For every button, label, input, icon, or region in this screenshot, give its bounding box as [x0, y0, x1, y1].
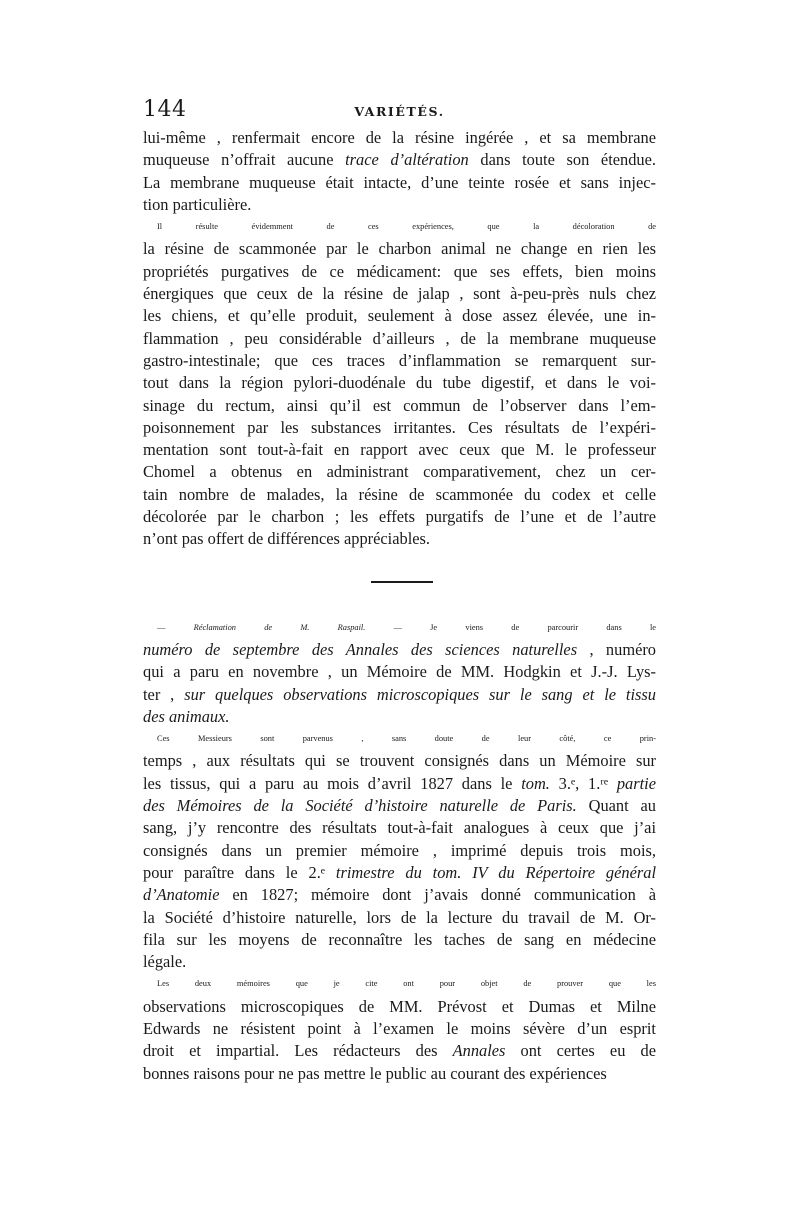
text-line: légale.: [143, 952, 187, 972]
paragraph-2: [143, 216, 656, 550]
text-line: numéro de septembre des Annales des sciences naturelles , numéro: [143, 639, 656, 659]
text-line: qui a paru en novembre , un Mémoire de MM. Hodgkin et J.-J. Lys-: [143, 662, 656, 682]
text-line: la résine de scammonée par le charbon animal ne change en rien les: [143, 239, 656, 259]
paragraph-5: [143, 973, 656, 1084]
italic-text: numéro de septembre des Annales des sciences naturelles: [143, 639, 578, 659]
text-line: ter , sur quelques observations microscopiques sur le sang et le tissu: [143, 684, 656, 704]
text-line: consignés dans un premier mémoire , imprimé depuis trois mois,: [143, 840, 656, 860]
text-line: énergiques que ceux de la résine de jalap , sont à-peu-près nuls chez: [143, 284, 656, 304]
section-divider-area: [143, 551, 656, 617]
section-title: VARIÉTÉS.: [354, 104, 445, 119]
text-line: poisonnement par les substances irritantes. Ces résultats de l’expéri-: [143, 417, 656, 437]
text-line: des Mémoires de la Société d’histoire naturelle de Paris. Quant au: [143, 796, 656, 816]
italic-text: Annales: [452, 1041, 506, 1061]
text-line: la Société d’histoire naturelle, lors de la lecture du travail de M. Or-: [143, 907, 656, 927]
text-line: bonnes raisons pour ne pas mettre le public au courant des expériences: [143, 1063, 607, 1083]
text-line: Ces Messieurs sont parvenus , sans doute de leur côté, ce prin-: [157, 734, 656, 744]
text-line: Il résulte évidemment de ces expériences, que la décoloration de: [157, 222, 656, 232]
italic-text: tom.: [521, 773, 550, 793]
text-line: tain nombre de malades, la résine de scammonée du codex et celle: [143, 484, 656, 504]
text-line: droit et impartial. Les rédacteurs des Annales ont certes eu de: [143, 1041, 656, 1061]
text-line: muqueuse n’offrait aucune trace d’altération dans toute son étendue.: [143, 150, 656, 170]
italic-text: des animaux.: [143, 706, 230, 726]
text-line: propriétés purgatives de ce médicament: que ses effets, bien moins: [143, 261, 656, 281]
text-line: sinage du rectum, ainsi qu’il est commun de l’observer dans l’em-: [143, 395, 656, 415]
text-line: les tissus, qui a paru au mois d’avril 1827 dans le tom. 3.ᵉ, 1.ʳᵉ partie: [143, 773, 656, 793]
text-line: décolorée par le charbon ; les effets purgatifs de l’une et de l’autre: [143, 507, 656, 527]
text-line: d’Anatomie en 1827; mémoire dont j’avais donné communication à: [143, 885, 656, 905]
text-line: gastro-intestinale; que ces traces d’inflammation se remarquent sur-: [143, 350, 656, 370]
text-line: lui-même , renfermait encore de la résine ingérée , et sa membrane: [143, 128, 656, 147]
page-number: 144: [143, 97, 187, 122]
text-line: flammation , peu considérable d’ailleurs , de la membrane muqueuse: [143, 328, 656, 348]
italic-text: des Mémoires de la Société d’histoire naturelle de Paris.: [143, 796, 577, 816]
paragraph-4: [143, 728, 656, 973]
text-line: temps , aux résultats qui se trouvent consignés dans un Mémoire sur: [143, 751, 656, 771]
text-line: les chiens, et qu’elle produit, seulement à dose assez élevée, une in-: [143, 306, 656, 326]
text-line: n’ont pas offert de différences appréciables.: [143, 529, 431, 549]
italic-text: Réclamation de M. Raspail.: [193, 622, 366, 632]
section-divider: [371, 581, 433, 583]
italic-text: trace d’altération: [345, 150, 469, 170]
text-line: observations microscopiques de MM. Prévost et Dumas et Milne: [143, 996, 656, 1016]
running-head: [143, 95, 656, 125]
text-line: [143, 706, 656, 728]
text-line: tion particulière.: [143, 194, 252, 214]
paragraph-3: [143, 617, 656, 728]
text-line: La membrane muqueuse était intacte, d’une teinte rosée et sans injec-: [143, 172, 656, 192]
text-line: fila sur les moyens de reconnaître les taches de sang en médecine: [143, 929, 656, 949]
text-line: pour paraître dans le 2.ᵉ trimestre du tom. IV du Répertoire général: [143, 862, 656, 882]
italic-text: d’Anatomie: [143, 885, 220, 905]
italic-text: sur quelques observations microscopiques sur le sang et le tissu: [184, 684, 656, 704]
text-line: tout dans la région pylori-duodénale du tube digestif, et dans le voi-: [143, 373, 656, 393]
italic-text: partie: [616, 773, 656, 793]
text-line: — Réclamation de M. Raspail. — Je viens de parcourir dans le: [157, 622, 656, 632]
italic-text: trimestre du tom. IV du Répertoire général: [335, 862, 656, 882]
text-line: Les deux mémoires que je cite ont pour objet de prouver que les: [157, 979, 656, 989]
text-line: Edwards ne résistent point à l’examen le moins sévère d’un esprit: [143, 1018, 656, 1038]
page: [143, 95, 656, 1085]
text-line: sang, j’y rencontre des résultats tout-à-fait analogues à ceux que j’ai: [143, 818, 656, 838]
text-line: Chomel a obtenus en administrant comparativement, chez un cer-: [143, 462, 656, 482]
text-line: mentation sont tout-à-fait en rapport avec ceux que M. le professeur: [143, 440, 656, 460]
paragraph-1: [143, 127, 656, 216]
